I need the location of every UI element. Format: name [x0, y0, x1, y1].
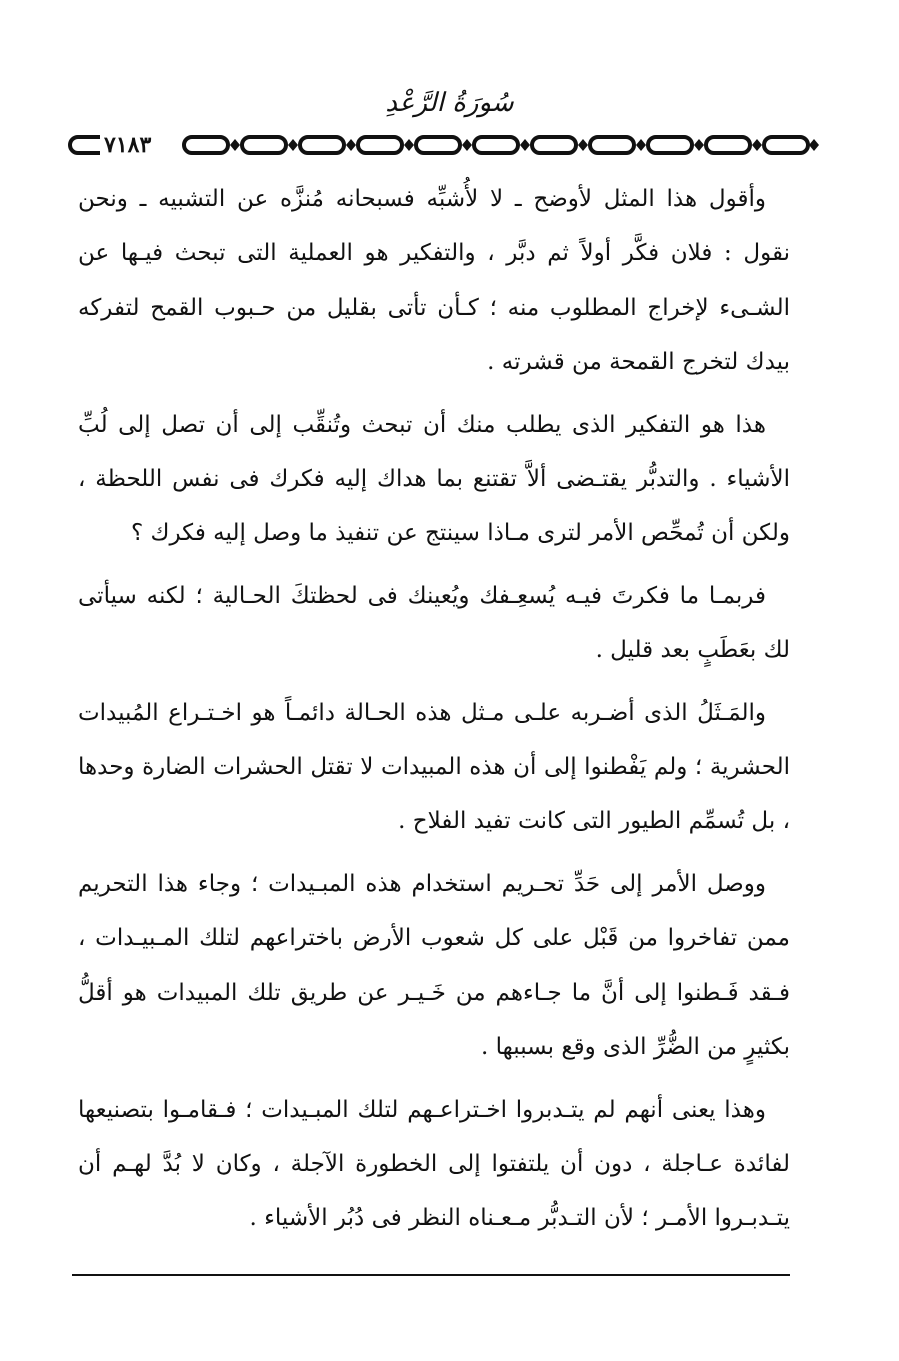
surah-title: سُورَةُ الرَّعْدِ [385, 88, 514, 118]
paragraph: وأقول هذا المثل لأوضح ـ لا لأُشبِّه فسبحانه مُنزَّه عن التشبيه ـ ونحن نقول : فلان فكَّر أولاً ثم دبَّر ، والتفكير هو العملية التى تبحث فيـها عن الشـىء لإخراج المطلوب منه ؛ كـأن تأتى بقليل من حـبوب القمح لتفركه بيدك لتخرج القمحة من قشرته . [78, 186, 790, 376]
paragraph: فربمـا ما فكرتَ فيـه يُسعِـفك ويُعينك فى لحظتكَ الحـالية ؛ لكنه سيأتى لك بعَطَبٍ بعد قليل . [78, 582, 790, 664]
paragraph: وهذا يعنى أنهم لم يتـدبروا اخـتراعـهم لتلك المبـيدات ؛ فـقامـوا بتصنيعها لفائدة عـاجلة ، دون أن يلتفتوا إلى الخطورة الآجلة ، وكان لا بُدَّ لهـم أن يتـدبـروا الأمـر ؛ لأن التـدبُّر مـعـناه النظر فى دُبُر الأشياء . [78, 1096, 790, 1232]
paragraph: ووصل الأمر إلى حَدِّ تحـريم استخدام هذه المبـيدات ؛ وجاء هذا التحريم ممن تفاخروا من قَبْل على كل شعوب الأرض باختراعهم لتلك المـبيـدات ، فـقد فَـطنوا إلى أنَّ ما جـاءهم من خَـيـر عن طريق تلك المبيدات هو أقلُّ بكثيرٍ من الضُّرِّ الذى وقع بسببها . [78, 870, 790, 1061]
paragraph: هذا هو التفكير الذى يطلب منك أن تبحث وتُنقِّب إلى أن تصل إلى لُبِّ الأشياء . والتدبُّر يقتـضى ألاَّ تقتنع بما هداك إليه فكرك فى نفس اللحظة ، ولكن أن تُمحِّص الأمر لترى مـاذا سينتج عن تنفيذ ما وصل إليه فكرك ؟ [78, 411, 790, 547]
page-number: ٧١٨٣ [100, 128, 155, 162]
body-text [78, 172, 790, 1254]
ornamental-chain-border [64, 128, 824, 162]
paragraph: والمَـثَلُ الذى أضـربه علـى مـثل هذه الحـالة دائمـاً هو اخـتـراع المُبيدات الحشرية ؛ ولم يَفْطنوا إلى أن هذه المبيدات لا تقتل الحشرات الضارة وحدها ، بل تُسمِّم الطيور التى كانت تفيد الفلاح . [78, 699, 790, 835]
footer-rule [72, 1274, 790, 1276]
